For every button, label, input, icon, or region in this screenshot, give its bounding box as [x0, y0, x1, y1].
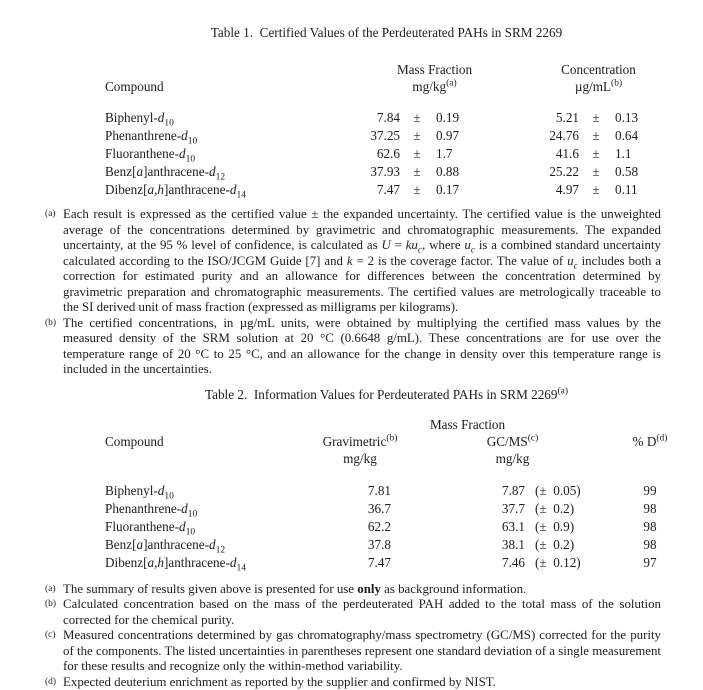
- table2-header-spacer: [620, 416, 680, 433]
- concentration-value: 25.22: [524, 163, 579, 181]
- compound-cell: $Dibenz[a,h]anthracene-d_{14}$: [105, 181, 345, 199]
- concentration-value: 41.6: [524, 145, 579, 163]
- table2-title: Table 2. Information Values for Perdeuterated PAHs in SRM 2269$^{(a)}$: [70, 386, 703, 403]
- table1-header-spacer: [105, 61, 345, 78]
- mass-fraction-uncertainty: 1.7: [434, 145, 524, 163]
- gravimetric-value: 36.7: [315, 500, 405, 518]
- table2-header-spacer: [105, 416, 315, 433]
- compound-cell: Biphenyl-$d_{10}$: [105, 482, 315, 500]
- footnote-a: [45, 582, 661, 598]
- table2-col-mass-fraction: Mass Fraction: [315, 416, 620, 433]
- footnote-b: [45, 316, 661, 378]
- mass-fraction-uncertainty: 0.17: [434, 181, 524, 199]
- table1-col-compound: Compound: [105, 78, 345, 95]
- footnote-marker: (b): [45, 597, 63, 628]
- mass-fraction-value: 62.6: [345, 145, 400, 163]
- concentration-uncertainty: 1.1: [613, 145, 673, 163]
- concentration-value: 5.21: [524, 109, 579, 127]
- table1-footnotes: [45, 207, 661, 378]
- table2-col-gcms: GC/MS$^{(c)}$: [405, 433, 620, 450]
- gravimetric-value: 7.47: [315, 554, 405, 572]
- table1-col-mass-fraction-unit: $mg/kg^{(a)}$: [345, 78, 524, 95]
- footnote-text: Measured concentrations determined by gas chromatography/mass spectrometry (GC/MS) corrected for the purity of the components. The listed uncertainties in parentheses represent one standard deviation of a single measurement for these results and recognize only the within-method variability.: [63, 628, 661, 675]
- gcms-uncertainty: (± 0.12): [535, 554, 620, 572]
- gravimetric-value: 7.81: [315, 482, 405, 500]
- table2-header-spacer: [105, 450, 315, 467]
- table2-header: [105, 416, 703, 467]
- gcms-value: 63.1: [405, 518, 535, 536]
- plus-minus: ±: [400, 181, 434, 199]
- footnote-marker: (c): [45, 628, 63, 675]
- footnote-marker: (a): [45, 582, 63, 598]
- table2-col-percent-d: % $D^{(d)}$: [620, 433, 680, 450]
- gcms-uncertainty: (± 0.05): [535, 482, 620, 500]
- plus-minus: ±: [579, 163, 613, 181]
- gcms-uncertainty: (± 0.2): [535, 500, 620, 518]
- concentration-uncertainty: 0.11: [613, 181, 673, 199]
- table2-col-gravimetric: Gravimetric$^{(b)}$: [315, 433, 405, 450]
- concentration-uncertainty: 0.58: [613, 163, 673, 181]
- mass-fraction-uncertainty: 0.97: [434, 127, 524, 145]
- plus-minus: ±: [579, 109, 613, 127]
- compound-cell: Biphenyl-$d_{10}$: [105, 109, 345, 127]
- footnote-text: Expected deuterium enrichment as reported by the supplier and confirmed by NIST.: [63, 675, 661, 690]
- mass-fraction-uncertainty: 0.88: [434, 163, 524, 181]
- table1-col-concentration-unit: $\mu g/mL^{(b)}$: [524, 78, 673, 95]
- table1-col-mass-fraction: Mass Fraction: [345, 61, 524, 78]
- footnote-text: Calculated concentration based on the mass of the perdeuterated PAH added to the total mass of the solution corrected for the chemical purity.: [63, 597, 661, 628]
- footnote-c: [45, 628, 661, 675]
- table2-col-gcms-unit: mg/kg: [405, 450, 620, 467]
- table1-title: Table 1. Certified Values of the Perdeuterated PAHs in SRM 2269: [70, 24, 703, 41]
- table1-col-concentration: Concentration: [524, 61, 673, 78]
- compound-cell: Phenanthrene-$d_{10}$: [105, 127, 345, 145]
- plus-minus: ±: [579, 145, 613, 163]
- gcms-value: 7.87: [405, 482, 535, 500]
- plus-minus: ±: [400, 109, 434, 127]
- concentration-uncertainty: 0.13: [613, 109, 673, 127]
- compound-cell: Fluoranthene-$d_{10}$: [105, 145, 345, 163]
- table2-col-compound: Compound: [105, 433, 315, 450]
- table2-header-spacer: [620, 450, 680, 467]
- footnote-text: Each result is expressed as the certified value ± the expanded uncertainty. The certified value is the unweighted average of the concentrations determined by gravimetric and chromatographic measurements. The expanded uncertainty, at the 95 % level of confidence, is calculated as $U = ku_c$, where $u_c$ is a combined standard uncertainty calculated according to the ISO/JCGM Guide [7] and k = 2 is the coverage factor. The value of $u_c$ includes both a correction for estimated purity and an allowance for differences between the concentration determined by gravimetric preparation and chromatographic measurements. The certified values are metrologically traceable to the SI derived unit of mass fraction (expressed as milligrams per kilograms).: [63, 207, 661, 316]
- plus-minus: ±: [400, 163, 434, 181]
- gcms-uncertainty: (± 0.9): [535, 518, 620, 536]
- table1-body: [105, 109, 703, 199]
- table2-footnotes: [45, 582, 661, 690]
- footnote-b: [45, 597, 661, 628]
- footnote-a: [45, 207, 661, 316]
- percent-d-value: 98: [620, 500, 680, 518]
- gravimetric-value: 62.2: [315, 518, 405, 536]
- table2-body: [105, 482, 703, 572]
- plus-minus: ±: [579, 127, 613, 145]
- footnote-d: [45, 675, 661, 690]
- compound-cell: $Dibenz[a,h]anthracene-d_{14}$: [105, 554, 315, 572]
- percent-d-value: 98: [620, 518, 680, 536]
- footnote-marker: (b): [45, 316, 63, 378]
- percent-d-value: 98: [620, 536, 680, 554]
- plus-minus: ±: [400, 145, 434, 163]
- compound-cell: $Benz[a]anthracene-d_{12}$: [105, 536, 315, 554]
- mass-fraction-value: 37.25: [345, 127, 400, 145]
- percent-d-value: 97: [620, 554, 680, 572]
- concentration-value: 24.76: [524, 127, 579, 145]
- concentration-value: 4.97: [524, 181, 579, 199]
- mass-fraction-value: 7.84: [345, 109, 400, 127]
- gcms-value: 38.1: [405, 536, 535, 554]
- footnote-text: The summary of results given above is presented for use only as background information.: [63, 582, 661, 598]
- compound-cell: Phenanthrene-$d_{10}$: [105, 500, 315, 518]
- mass-fraction-uncertainty: 0.19: [434, 109, 524, 127]
- percent-d-value: 99: [620, 482, 680, 500]
- plus-minus: ±: [400, 127, 434, 145]
- footnote-marker: (d): [45, 675, 63, 690]
- mass-fraction-value: 37.93: [345, 163, 400, 181]
- gravimetric-value: 37.8: [315, 536, 405, 554]
- plus-minus: ±: [579, 181, 613, 199]
- footnote-text: The certified concentrations, in µg/mL units, were obtained by multiplying the certified mass values by the measured density of the SRM solution at 20 °C (0.6648 g/mL). These concentrations are for use over the temperature range of 20 °C to 25 °C, and an allowance for the change in density over this temperature range is included in the uncertainties.: [63, 316, 661, 378]
- concentration-uncertainty: 0.64: [613, 127, 673, 145]
- mass-fraction-value: 7.47: [345, 181, 400, 199]
- table1-header: [105, 61, 703, 95]
- gcms-value: 7.46: [405, 554, 535, 572]
- gcms-uncertainty: (± 0.2): [535, 536, 620, 554]
- compound-cell: $Benz[a]anthracene-d_{12}$: [105, 163, 345, 181]
- footnote-marker: (a): [45, 207, 63, 316]
- gcms-value: 37.7: [405, 500, 535, 518]
- table2-col-gravimetric-unit: mg/kg: [315, 450, 405, 467]
- compound-cell: Fluoranthene-$d_{10}$: [105, 518, 315, 536]
